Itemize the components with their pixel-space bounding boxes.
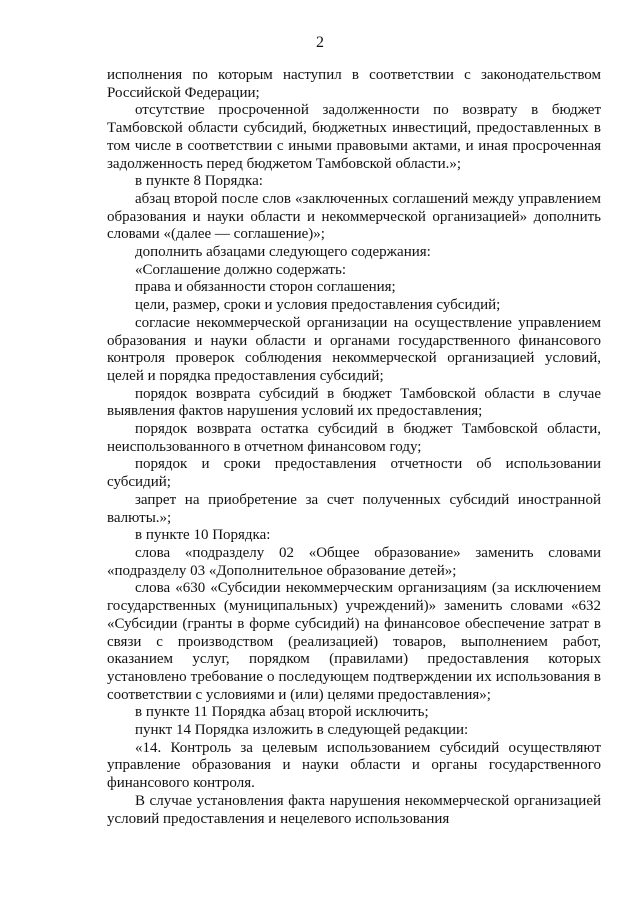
paragraph: цели, размер, сроки и условия предоставления субсидий; [135, 297, 501, 314]
paragraph: слова «630 «Субсидии некоммерческим организациям (за исключением государственных (муниципальных) учреждений)» заменить словами «632 «Субсидии (гранты в форме субсидий) на финансовое обеспечение затрат в связи с производством (реализацией) товаров, выполнением работ, оказанием услуг, порядком (правилами) предоставления которых установлено требование о последующем подтверждении их использования в соответствии с условиями и (или) целями предоставления»; [107, 580, 601, 703]
paragraph: отсутствие просроченной задолженности по возврату в бюджет Тамбовской области субсидий, бюджетных инвестиций, предоставленных в том числе в соответствии с иными правовыми актами, и иная просроченная задолженность перед бюджетом Тамбовской области.»; [107, 102, 601, 172]
paragraph: исполнения по которым наступил в соответствии с законодательством Российской Федерации; [107, 67, 601, 101]
paragraph: дополнить абзацами следующего содержания: [135, 244, 431, 261]
paragraph: согласие некоммерческой организации на осуществление управлением образования и науки области и органами государственного финансового контроля проверок соблюдения некоммерческой организацией условий, целей и порядка предоставления субсидий; [107, 314, 601, 384]
paragraph: в пункте 8 Порядка: [135, 173, 263, 190]
paragraph: в пункте 10 Порядка: [135, 527, 271, 544]
paragraph: порядок возврата субсидий в бюджет Тамбовской области в случае выявления фактов нарушения условий их предоставления; [107, 385, 601, 420]
paragraph: В случае установления факта нарушения некоммерческой организацией условий предоставления и нецелевого использования [107, 792, 601, 827]
paragraph: «14. Контроль за целевым использованием субсидий осуществляют управление образования и науки области и органы государственного финансового контроля. [107, 739, 601, 792]
paragraph: права и обязанности сторон соглашения; [135, 279, 396, 296]
page-number: 2 [316, 34, 324, 51]
paragraph: порядок и сроки предоставления отчетности об использовании субсидий; [107, 456, 601, 491]
paragraph: «Соглашение должно содержать: [135, 261, 346, 278]
paragraph: слова «подразделу 02 «Общее образование» заменить словами «подразделу 03 «Дополнительное образование детей»; [107, 544, 601, 579]
document-body [107, 67, 601, 828]
paragraph: пункт 14 Порядка изложить в следующей редакции: [135, 722, 469, 739]
paragraph: абзац второй после слов «заключенных соглашений между управлением образования и науки области и некоммерческой организацией» дополнить словами «(далее — соглашение)»; [107, 190, 601, 243]
paragraph: в пункте 11 Порядка абзац второй исключить; [135, 704, 429, 721]
paragraph: запрет на приобретение за счет полученных субсидий иностранной валюты.»; [107, 491, 601, 526]
paragraph: порядок возврата остатка субсидий в бюджет Тамбовской области, неиспользованного в отчетном финансовом году; [107, 421, 601, 455]
